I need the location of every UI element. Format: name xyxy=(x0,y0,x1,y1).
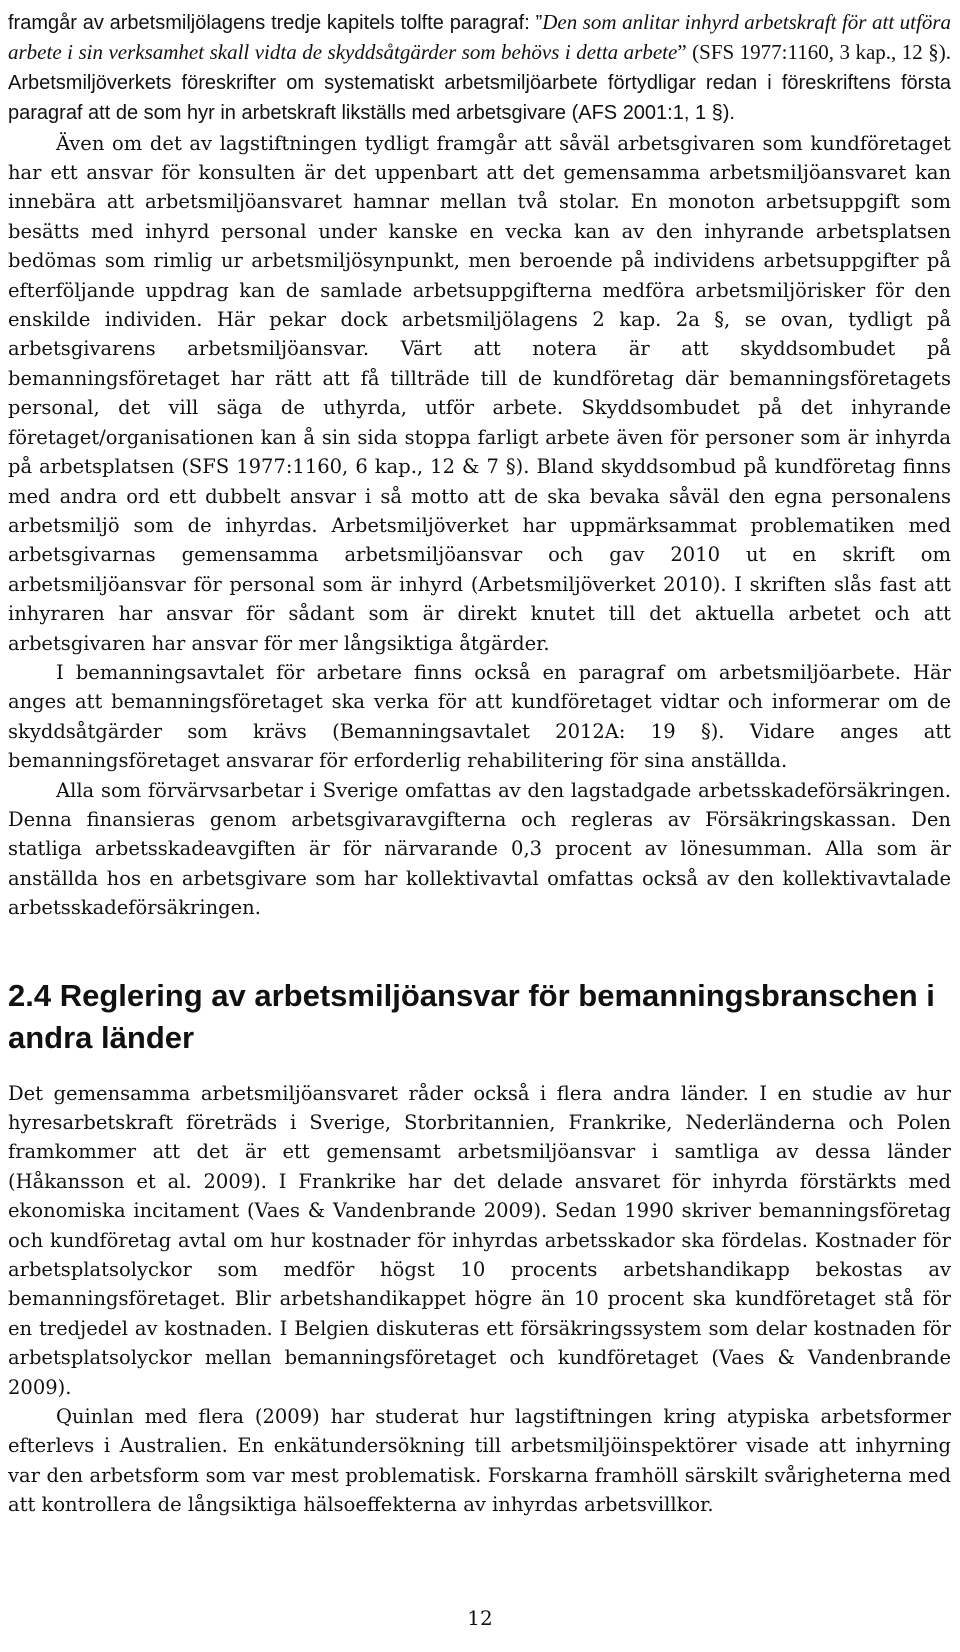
section-heading: 2.4 Reglering av arbetsmiljöansvar för bemanningsbranschen i andra länder xyxy=(8,977,935,1055)
body-paragraph: Även om det av lagstiftningen tydligt framgår att såväl arbetsgivaren som kundföretaget har ett ansvar för konsulten är det uppenbart att det gemensamma arbetsmiljöansvaret kan innebära att arbetsmiljöansvaret hamnar mellan två stolar. En monoton arbetsuppgift som besätts med inhyrd personal under kanske en vecka kan av den inhyrande arbetsplatsen bedömas som rimlig ur arbetsmiljösynpunkt, men beroende på individens arbetsuppgifter på efterföljande uppdrag kan de samlade arbetsuppgifterna medföra arbetsmiljörisker för den enskilde individen. Här pekar dock arbetsmiljölagens 2 kap. 2a §, se ovan, tydligt på arbetsgivarens arbetsmiljöansvar. Värt att notera är att skyddsombudet på bemanningsföretaget har rätt att få tillträde till de kundföretag där bemanningsföretagets personal, det vill säga de uthyrda, utför arbete. Skyddsombudet på det inhyrande företaget/organisationen kan å sin sida stoppa farligt arbete även för personer som är inhyrda på arbetsplatsen (SFS 1977:1160, 6 kap., 12 & 7 §). Bland skyddsombud på kundföretag finns med andra ord ett dubbelt ansvar i så motto att de ska bevaka såväl den egna personalens arbetsmiljö som de inhyrdas. Arbetsmiljöverket har uppmärksammat problematiken med arbetsgivarnas gemensamma arbetsmiljöansvar och gav 2010 ut en skrift om arbetsmiljöansvar för personal som är inhyrd (Arbetsmiljöverket 2010). I skriften slås fast att inhyraren har ansvar för sådant som är direkt knutet till det aktuella arbetet och att arbetsgivaren har ansvar för mer långsiktiga åtgärder. xyxy=(8,131,951,655)
intro-paragraph xyxy=(8,8,951,129)
intro-text-segment: framgår av arbetsmiljölagens tredje kapitels tolfte paragraf: ” xyxy=(8,12,543,34)
section-paragraph: Quinlan med flera (2009) har studerat hur lagstiftningen kring atypiska arbetsformer efterlevs i Australien. En enkätundersökning till arbetsmiljöinspektörer visade att inhyrning var den arbetsform som var mest problematisk. Forskarna framhöll särskilt svårigheterna med att kontrollera de långsiktiga hälsoeffekterna av inhyrdas arbetsvillkor. xyxy=(8,1405,951,1517)
intro-quote-segment: Den som anlitar inhyrd arbetskraft för att utföra arbete i sin verksamhet skall vidta de skyddsåtgärder som behövs i detta arbete xyxy=(8,10,951,65)
intro-citation-segment: ” (SFS 1977:1160, 3 kap., 12 §). xyxy=(677,40,951,65)
body-paragraph: I bemanningsavtalet för arbetare finns också en paragraf om arbetsmiljöarbete. Här anges att bemanningsföretaget ska verka för att kundföretaget vidtar och informerar om de skyddsåtgärder som krävs (Bemanningsavtalet 2012A: 19 §). Vidare anges att bemanningsföretaget ansvarar för erforderlig rehabilitering för sina anställda. xyxy=(8,660,951,773)
intro-text-segment: Arbetsmiljöverkets föreskrifter om systematiskt arbetsmiljöarbete förtydligar redan i föreskriftens första paragraf att de som hyr in arbetskraft likställs med arbetsgivare (AFS 2001:1, 1 §). xyxy=(8,71,951,125)
document-page xyxy=(8,8,951,1520)
body-paragraph: Alla som förvärvsarbetar i Sverige omfattas av den lagstadgade arbetsskadeförsäkringen. Denna finansieras genom arbetsgivaravgifterna och regleras av Försäkringskassan. Den statliga arbetsskadeavgiften är för närvarande 0,3 procent av lönesumman. Alla som är anställda hos en arbetsgivare som har kollektivavtal omfattas också av den kollektivavtalade arbetsskadeförsäkringen. xyxy=(8,778,951,920)
section-paragraph: Det gemensamma arbetsmiljöansvaret råder också i flera andra länder. I en studie av hur hyresarbetskraft företräds i Sverige, Storbritannien, Frankrike, Nederländerna och Polen framkommer att det är ett gemensamt arbetsmiljöansvar i samtliga av dessa länder (Håkansson et al. 2009). I Frankrike har det delade ansvaret för inhyrda förstärkts med ekonomiska incitament (Vaes & Vandenbrande 2009). Sedan 1990 skriver bemanningsföretag och kundföretag avtal om hur kostnader för inhyrdas arbetsskador ska fördelas. Kostnader för arbetsplatsolyckor som medför högst 10 procents arbetshandikapp bekostas av bemanningsföretaget. Blir arbetshandikappet högre än 10 procent ska kundföretaget stå för en tredjedel av kostnaden. I Belgien diskuteras ett försäkringssystem som delar kostnaden för arbetsplatsolyckor mellan bemanningsföretaget och kundföretaget (Vaes & Vandenbrande 2009). xyxy=(8,1081,951,1399)
page-number: 12 xyxy=(467,1606,493,1630)
